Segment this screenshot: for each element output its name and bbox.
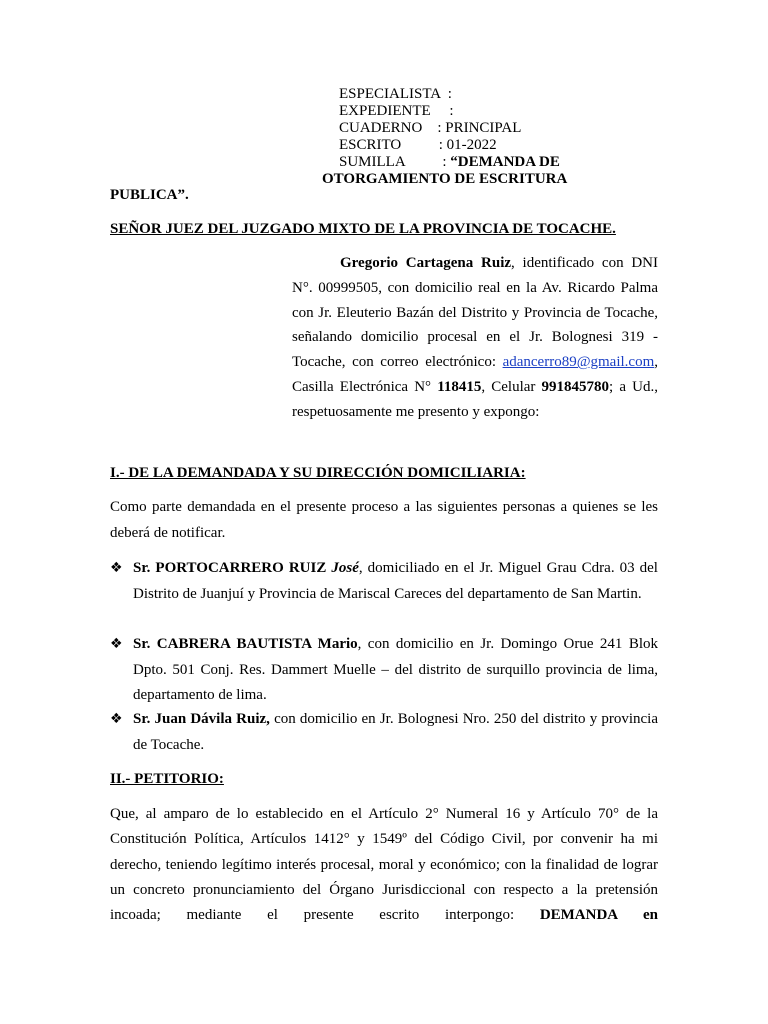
expediente-line: EXPEDIENTE : [339,103,454,119]
defendant-name: Sr. PORTOCARRERO RUIZ [133,560,332,576]
defendant-address: con domicilio en Jr. Bolognesi Nro. 250 del distrito y provincia de Tocache. [133,711,658,753]
especialista-line: ESPECIALISTA : [339,86,452,102]
list-item-text [133,707,658,758]
defendant-name: Sr. CABRERA BAUTISTA Mario [133,636,358,652]
celular-number: 991845780 [541,378,610,395]
sumilla-line-2: OTORGAMIENTO DE ESCRITURA [322,171,568,187]
section-2-title: II.- PETITORIO: [110,771,224,787]
intro-text-2: , Casilla Electrónica N° [292,354,658,395]
list-item [110,556,658,607]
sumilla-line [339,154,560,171]
list-item [110,707,658,758]
email-link[interactable]: adancerro89@gmail.com [502,354,655,371]
plaintiff-name: Gregorio Cartagena Ruiz [340,255,512,271]
addressee: SEÑOR JUEZ DEL JUZGADO MIXTO DE LA PROVINCIA DE TOCACHE. [110,221,616,237]
intro-paragraph [292,251,658,425]
intro-text-3: , Celular [481,378,542,395]
section-1-title: I.- DE LA DEMANDADA Y SU DIRECCIÓN DOMICILIARIA: [110,465,526,481]
defendant-name: Sr. Juan Dávila Ruiz, [133,711,270,727]
section-1-paragraph: Como parte demandada en el presente proceso a las siguientes personas a quienes se les deberá de notificar. [110,499,658,541]
intro-text-1: , identificado con DNI N°. 00999505, con domicilio real en la Av. Ricardo Palma con Jr. Eleuterio Bazán del Distrito y Provincia de Tocache, señalando domicilio procesal en el Jr. Bolognesi 319 - Tocache, con correo electrónico: [292,255,658,371]
petitorio-paragraph [110,802,658,928]
escrito-line: ESCRITO : 01-2022 [339,137,497,153]
diamond-bullet-icon: ❖ [110,560,123,576]
defendant-address: , domiciliado en el Jr. Miguel Grau Cdra. 03 del Distrito de Juanjuí y Provincia de Mariscal Careces del departamento de San Martin. [133,560,658,602]
sumilla-line-3: PUBLICA”. [110,187,189,203]
defendant-name-italic: José [331,560,359,576]
list-item-text [133,632,658,709]
list-item-text [133,556,658,607]
petitorio-text: Que, al amparo de lo establecido en el Artículo 2° Numeral 16 y Artículo 70° de la Constitución Política, Artículos 1412° y 1549º del Código Civil, por convenir ha mi derecho, teniendo legítimo interés procesal, moral y económico; con la finalidad de lograr un concreto pronunciamiento del Órgano Jurisdiccional con respecto a la pretensión incoada; mediante el presente escrito interpongo: [110,806,658,924]
diamond-bullet-icon: ❖ [110,711,123,727]
defendant-address: , con domicilio en Jr. Domingo Orue 241 Blok Dpto. 501 Conj. Res. Dammert Muelle – del distrito de surquillo provincia de lima, departamento de lima. [133,636,659,703]
sumilla-title: “DEMANDA DE [450,154,560,170]
petitorio-bold-end: DEMANDA en [539,907,658,924]
diamond-bullet-icon: ❖ [110,636,123,652]
sumilla-label: SUMILLA : [339,154,451,170]
list-item [110,632,658,709]
casilla-number: 118415 [437,378,482,395]
cuaderno-line: CUADERNO : PRINCIPAL [339,120,522,136]
intro-text-4: ; a Ud., respetuosamente me presento y expongo: [292,378,658,420]
